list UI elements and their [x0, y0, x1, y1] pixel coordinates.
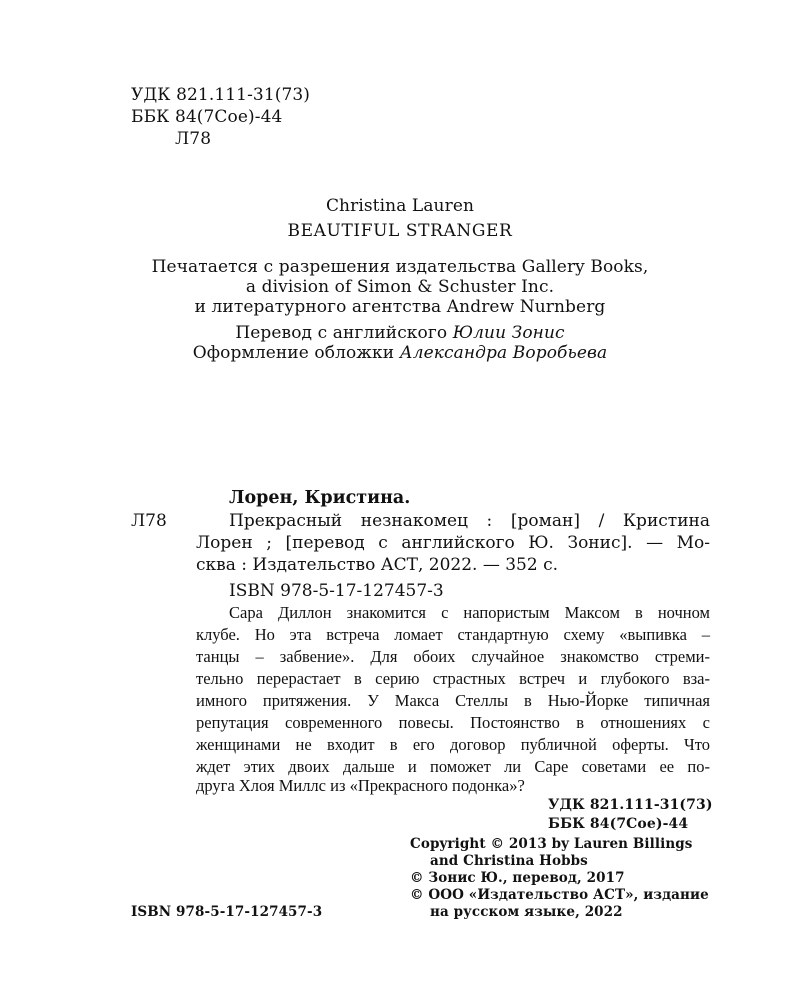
- copyright-line: and Christina Hobbs: [430, 853, 588, 869]
- cover-designer-name: Александра Воробьева: [399, 343, 608, 363]
- author-sign: Л78: [175, 129, 212, 149]
- annotation-bbk: ББК 84(7Сое)-44: [548, 816, 689, 832]
- catalog-sign: Л78: [131, 511, 167, 531]
- annotation-line: женщинами не входит в его договор публичной оферты. Что: [196, 735, 710, 754]
- copyright-line: Copyright © 2013 by Lauren Billings: [410, 836, 693, 852]
- translator-name: Юлии Зонис: [452, 323, 565, 343]
- original-author: Christina Lauren: [325, 196, 475, 216]
- footer-isbn: ISBN 978-5-17-127457-3: [131, 904, 323, 920]
- catalog-heading: Лорен, Кристина.: [229, 488, 411, 508]
- annotation-line: тельно перерастает в серию страстных встреч и глубокого вза-: [196, 669, 710, 688]
- copyright-line: на русском языке, 2022: [430, 904, 623, 920]
- catalog-isbn: ISBN 978-5-17-127457-3: [229, 581, 444, 601]
- annotation-last-line: другa Хлоя Миллс из «Прекрасного подонка»?: [196, 776, 525, 795]
- cover-label: Оформление обложки: [192, 343, 395, 363]
- copyright-line: © Зонис Ю., перевод, 2017: [410, 870, 625, 886]
- original-title: BEAUTIFUL STRANGER: [287, 221, 513, 241]
- annotation-line: ждет этих двоих дальше и поможет ли Саре советами ее по-: [196, 757, 710, 776]
- permission-line-2: a division of Simon & Schuster Inc.: [245, 277, 555, 297]
- annotation-line: танцы – забвение». Для обоих случайное знакомство стреми-: [196, 647, 710, 666]
- permission-line-3: и литературного агентства Andrew Nurnberg: [194, 297, 606, 317]
- annotation-line: репутация современного повесы. Постоянство в отношениях с: [196, 713, 710, 732]
- catalog-line-1: Прекрасный незнакомец : [роман] / Кристина: [229, 511, 710, 531]
- bbk-code: ББК 84(7Сое)-44: [131, 107, 283, 127]
- cover-credit: [0, 342, 800, 364]
- udk-code: УДК 821.111-31(73): [131, 85, 311, 105]
- translation-credit: [0, 322, 800, 344]
- annotation-line: имного притяжения. У Макса Стеллы в Нью-Йорке типичная: [196, 691, 710, 710]
- copyright-line: © ООО «Издательство АСТ», издание: [410, 887, 709, 903]
- annotation-line: клубе. Но эта встреча ломает стандартную схему «выпивка –: [196, 625, 710, 644]
- catalog-line-3: сква : Издательство АСТ, 2022. — 352 с.: [196, 555, 559, 575]
- translation-label: Перевод с английского: [235, 323, 448, 343]
- annotation-line: Сара Диллон знакомится с напористым Максом в ночном: [229, 603, 710, 622]
- annotation-udk: УДК 821.111-31(73): [548, 797, 713, 813]
- permission-line-1: Печатается с разрешения издательства Gallery Books,: [151, 257, 649, 277]
- catalog-line-2: Лорен ; [перевод с английского Ю. Зонис]. — Мо-: [196, 533, 710, 553]
